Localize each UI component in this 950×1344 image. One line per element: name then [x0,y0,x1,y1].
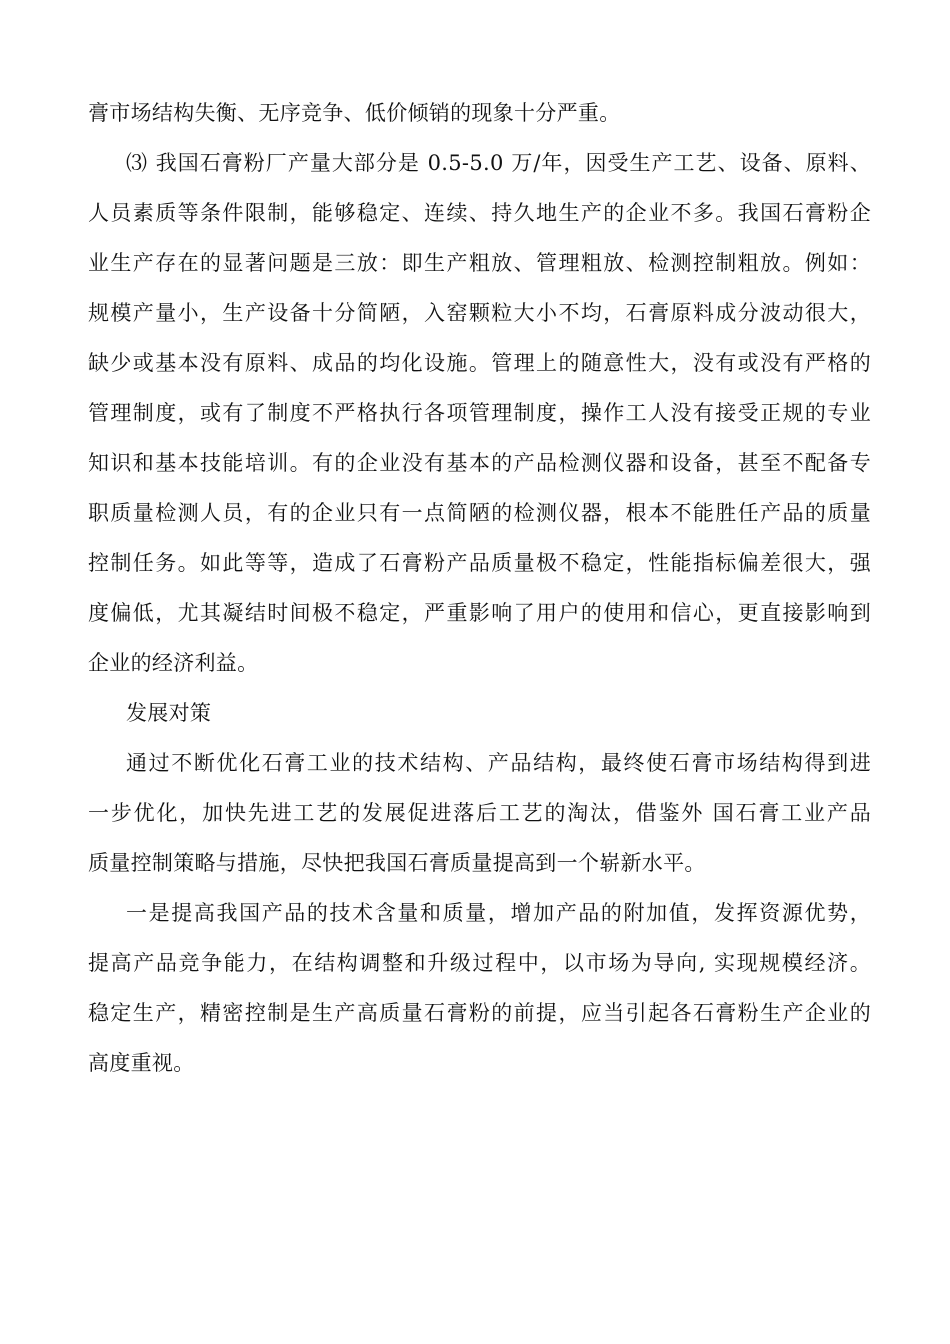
text-line-19: 稳定生产，精密控制是生产高质量石膏粉的前提，应当引起各石膏粉生产企业的 [88,1001,871,1025]
text-line-18: 提高产品竞争能力，在结构调整和升级过程中，以市场为导向, 实现规模经济。 [88,951,871,975]
section-heading: 发展对策 [126,701,212,725]
text-line-4: 业生产存在的显著问题是三放：即生产粗放、管理粗放、检测控制粗放。例如： [88,251,871,275]
text-line-6: 缺少或基本没有原料、成品的均化设施。管理上的随意性大，没有或没有严格的 [88,351,871,375]
text-line-10: 控制任务。如此等等，造成了石膏粉产品质量极不稳定，性能指标偏差很大，强 [88,551,871,575]
text-line-14: 通过不断优化石膏工业的技术结构、产品结构，最终使石膏市场结构得到进 [126,751,871,775]
text-line-7: 管理制度，或有了制度不严格执行各项管理制度，操作工人没有接受正规的专业 [88,401,871,425]
text-line-1: 膏市场结构失衡、无序竞争、低价倾销的现象十分严重。 [88,101,621,125]
text-line-20: 高度重视。 [88,1051,195,1075]
text-line-8: 知识和基本技能培训。有的企业没有基本的产品检测仪器和设备，甚至不配备专 [88,451,871,475]
text-line-12: 企业的经济利益。 [88,651,259,675]
text-line-2: ⑶ 我国石膏粉厂产量大部分是 0.5-5.0 万/年，因受生产工艺、设备、原料、 [126,151,871,175]
text-line-17: 一是提高我国产品的技术含量和质量，增加产品的附加值，发挥资源优势， [126,901,871,925]
text-line-11: 度偏低，尤其凝结时间极不稳定，严重影响了用户的使用和信心，更直接影响到 [88,601,871,625]
text-line-9: 职质量检测人员，有的企业只有一点简陋的检测仪器，根本不能胜任产品的质量 [88,501,871,525]
text-line-16: 质量控制策略与措施，尽快把我国石膏质量提高到一个崭新水平。 [88,851,706,875]
text-line-5: 规模产量小，生产设备十分简陋，入窑颗粒大小不均，石膏原料成分波动很大， [88,301,871,325]
text-line-3: 人员素质等条件限制，能够稳定、连续、持久地生产的企业不多。我国石膏粉企 [88,201,871,225]
text-line-15: 一步优化，加快先进工艺的发展促进落后工艺的淘汰，借鉴外 国石膏工业产品 [88,801,871,825]
document-page [88,88,871,1088]
